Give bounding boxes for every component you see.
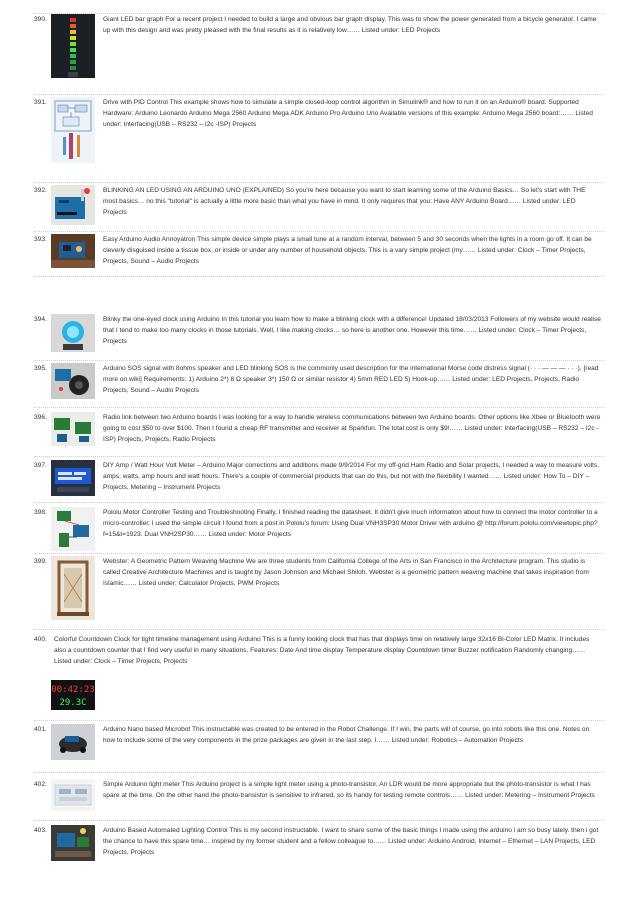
divider: [34, 276, 604, 277]
item-description: Blinky the one-eyed clock using Arduino In this tutorial you learn how to make a blinking clock with a difference! Updated 18/03/2013 Followers of my website would realise that I tend to make too many clocks in those tutorials. Well, I like making clocks… so here is another one. However this time…… Listed under: Clock – Timer Projects, Projects: [103, 316, 601, 345]
volt-meter-lcd-photo: [51, 460, 95, 496]
radio-link-photo: [51, 412, 95, 446]
item-description: Webster: A Geometric Pattern Weaving Machine We are three students from California College of the Arts in San Francisco in the Architecture program. This studio is called Creative Architecture Machines and is taught by Jason Johnson and Michael Shiloh. Webster is a geometric pattern weaving machine that takes inspiration from Islamic…… Listed under: Calculator Projects, PWM Projects: [103, 558, 589, 587]
item-number: 398.: [34, 509, 47, 516]
item-number: 397.: [34, 462, 47, 469]
light-meter-image: [51, 779, 95, 811]
item-number: 396.: [34, 414, 47, 421]
led-bar-graph-photo: [51, 14, 95, 78]
item-number: 402.: [34, 781, 47, 788]
list-item: [0, 185, 638, 229]
divider: [34, 182, 604, 183]
item-number: 399.: [34, 558, 47, 565]
divider: [34, 772, 604, 773]
pid-diagram-image: [51, 97, 95, 163]
led-bar-graph-image: [51, 14, 95, 78]
sos-speaker-photo: [51, 363, 95, 399]
divider: [34, 820, 604, 821]
countdown-clock-photo: [51, 680, 95, 710]
list-item: [0, 779, 638, 819]
list-item: [0, 634, 638, 714]
pololu-image: [51, 507, 95, 551]
weaving-machine-image: [51, 556, 95, 620]
item-description: DIY Amp / Watt Hour Volt Meter – Arduino Major corrections and additions made 9/9/2014 For my off-grid Ham Radio and Solar projects, I needed a way to measure volts, amps, watts, amp hours and watt hours. There's a couple of commercial products that can do this, but not with the flexibility I wanted…… Listed under: How To – DIY – Projects, Metering – Instrument Projects: [103, 462, 600, 491]
list-item: [0, 825, 638, 865]
item-number: 393.: [34, 236, 47, 243]
list-item: [0, 314, 638, 358]
list-item: [0, 14, 638, 92]
microbot-photo: [51, 724, 95, 760]
item-description: Pololu Motor Controller Testing and Troubleshooting Finally, I finished reading the datasheet. It didn't give much information about how to connect the motor controller to a micro-controller. I used the simple circuit I found from a post in Pololu's forum: Using Dual VNH3SP30 Motor Driver with arduino @ http://forum.pololu.com/viewtopic.php?f=15&t=1923. Dual VNH2SP30…… Listed under: Motor Projects: [103, 509, 598, 538]
list-item: [0, 507, 638, 557]
item-description: Giant LED bar graph For a recent project I needed to build a large and obvious bar graph display. This was to show the power generated from a bicycle generator. I came up with this design and was pretty pleased with the final results as it is relatively low…… Listed under: LED Projects: [103, 16, 597, 34]
blinky-clock-photo: [51, 314, 95, 352]
item-description: BLINKING AN LED USING AN ARDUINO UNO (EXPLAINED) So you're here because you want to start learning some of the Arduino Basics… So let's start with THE most basics… no this "tutorial" is actually a little more basic than what you have in mind. It only requires that you: Have ANY Arduino Board…… Listed under: LED Projects: [103, 187, 586, 216]
item-number: 392.: [34, 187, 47, 194]
item-description: Colorful Countdown Clock for tight timeline management using Arduino This is a funny looking clock that has that displays time on relatively large 32x16 Bi-Color LED Matrix. It includes also a countdown counter that I find very useful in many situations. Features: Date And time display Temperature display Countdown timer Buzzer notification Randomly changing…… Listed under: Clock – Timer Projects, Projects: [54, 636, 590, 665]
list-item: [0, 234, 638, 274]
item-description: Simple Arduino light meter This Arduino project is a simple light meter using a photo-transistor. An LDR would be more appropriate but the photo-transistor is what I has spare at the time. On the other hand the photo-transistor is sensitive to infrared, so its handy for testing remote controls…… Listed under: Metering – Instrument Projects: [103, 781, 595, 799]
item-number: 395.: [34, 365, 47, 372]
list-item: [0, 97, 638, 187]
clock-time-readout: 00:42:23: [51, 685, 95, 695]
light-meter-photo: [51, 779, 95, 811]
weaving-machine-photo: [51, 556, 95, 620]
list-item: [0, 412, 638, 452]
divider: [34, 407, 604, 408]
item-number: 400.: [34, 636, 47, 643]
list-item: [0, 460, 638, 500]
item-number: 390.: [34, 16, 47, 23]
item-number: 394.: [34, 316, 47, 323]
divider: [34, 629, 604, 630]
arduino-uno-led-photo: [51, 185, 95, 225]
item-description: Arduino SOS signal with 8ohms speaker and LED blinking SOS is the commonly used description for the international Morse code distress signal (· · · — — — · · ·). [read more on wiki] Requirements: 1) Arduino 2*) 8 Ω speaker 3*) 150 Ω or similar resistor 4) 5mm RED LED 5) Hook-up…… Listed under: LED Projects, Projects, Radio Projects, Sound – Audio Projects: [103, 365, 599, 394]
microbot-image: [51, 724, 95, 760]
item-description: Drive with PID Control This example shows how to simulate a simple closed-loop control algorithm in Simulink® and how to run it on an Arduino® board. Supported Hardware: Arduino Leonardo Arduino Mega 2560 Arduino Mega ADK Arduino Pro Arduino Uno Available versions of this example: Arduino Mega 2560 board:…… Listed under: Interfacing(USB – RS232 – I2c -ISP) Projects: [103, 99, 593, 128]
item-description: Easy Arduino Audio Annoyatron This simple device simple plays a small tune at a random interval, between 5 and 30 seconds when the lights in a room go off. It can be cleverly disguised inside a tissue box, or inside or under any number of household objects. This is a vary simple project (my…… Listed under: Clock – Timer Projects, Projects, Sound – Audio Projects: [103, 236, 592, 265]
divider: [34, 94, 604, 95]
divider: [34, 502, 604, 503]
list-item: [0, 724, 638, 764]
item-description: Arduino Based Automated Lighting Control This is my second instructable. I want to share some of the basic things I made using the arduino i am so busy lately. then i got the chance to have this spare time… inspired by my former student and a fellow colleague to…… Listed under: Arduino Android, Internet – Ethernet – LAN Projects, LED Projects, Projects: [103, 827, 599, 856]
divider: [34, 553, 604, 554]
divider: [34, 231, 604, 232]
sos-speaker-image: [51, 363, 95, 399]
automated-lighting-photo: [51, 825, 95, 861]
item-description: Radio link between two Arduino boards I was looking for a way to handle wireless communications between two Arduino boards. Other options like Xbee or Bluetooth were going to cost $50 to over $100. Then I found a cheap RF transmitter and receiver at Sparkfun. The total cost is only $9!…… Listed under: Interfacing(USB – RS232 – I2c -ISP) Projects, Projects, Radio Projects: [103, 414, 601, 443]
item-number: 391.: [34, 99, 47, 106]
arduino-uno-image: [51, 185, 95, 225]
list-item: [0, 363, 638, 403]
divider: [34, 456, 604, 457]
annoyatron-image: [51, 234, 95, 268]
countdown-clock-image: [51, 680, 95, 710]
blinky-clock-image: [51, 314, 95, 352]
automated-lighting-image: [51, 825, 95, 861]
pid-control-diagram: [51, 97, 95, 163]
volt-meter-image: [51, 460, 95, 496]
clock-temp-readout: 29.3C: [59, 698, 87, 708]
radio-link-image: [51, 412, 95, 446]
divider: [34, 360, 604, 361]
item-description: Arduino Nano based Microbot This instructable was created to be entered in the Robot Challenge. If I win, the parts will of course, go into robots like this one. Notes on how to include some of the very components in the prize packages are given in the last step. I…… Listed under: Robotics – Automation Projects: [103, 726, 590, 744]
item-number: 403.: [34, 827, 47, 834]
audio-annoyatron-photo: [51, 234, 95, 268]
list-item: [0, 556, 638, 622]
pololu-motor-controller-photo: [51, 507, 95, 551]
item-number: 401.: [34, 726, 47, 733]
divider: [34, 720, 604, 721]
